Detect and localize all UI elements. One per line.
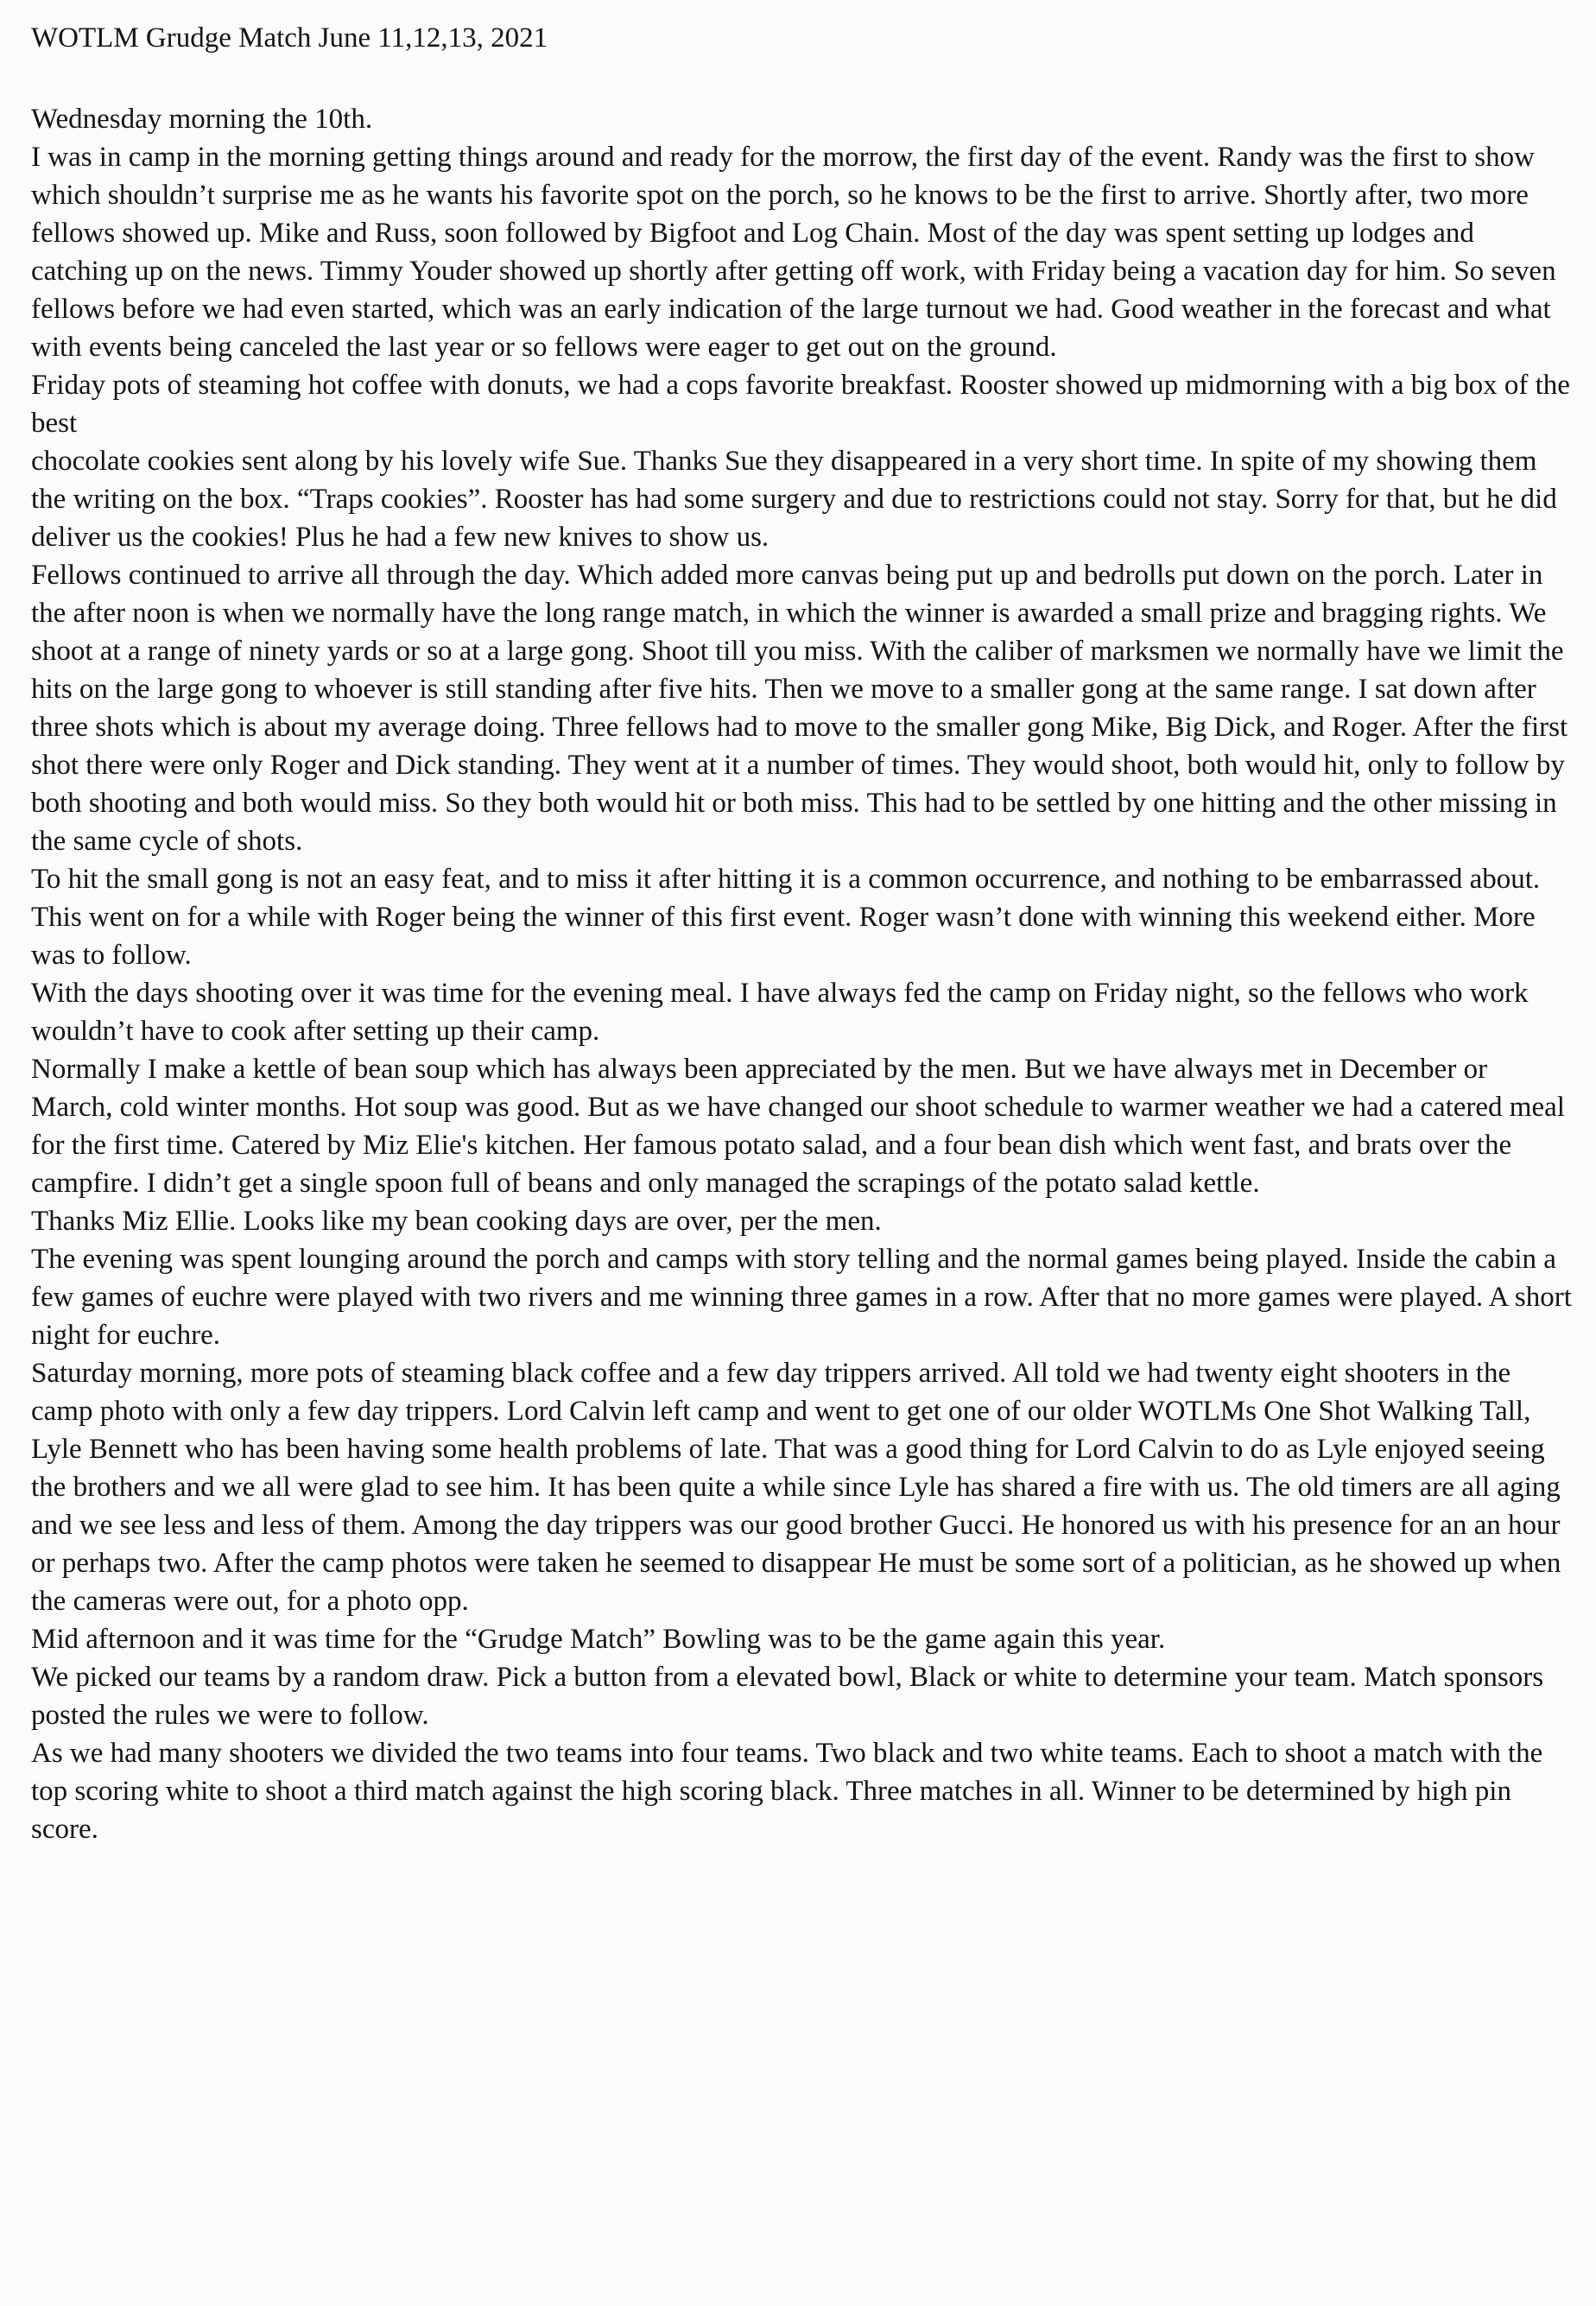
paragraph-evening-meal: With the days shooting over it was time for the evening meal. I have always fed the camp on Friday night, so the fellows who work wouldn’t have to cook after setting up their camp.	[31, 978, 1529, 1047]
paragraph-evening-games: The evening was spent lounging around the porch and camps with story telling and the normal games being played. Inside the cabin a few games of euchre were played with two rivers and me winning three games in a row. After that no more games were played. A short night for euchre.	[31, 1244, 1572, 1351]
paragraph-bean-soup: Normally I make a kettle of bean soup which has always been appreciated by the men. But we have always met in December or March, cold winter months. Hot soup was good. But as we have changed our shoot schedule to warmer weather we had a catered meal for the first time. Catered by Miz Elie's kitchen. Her famous potato salad, and a four bean dish which went fast, and brats over the campfire. I didn’t get a single spoon full of beans and only managed the scrapings of the potato salad kettle.	[31, 1054, 1565, 1199]
paragraph-arrivals: I was in camp in the morning getting things around and ready for the morrow, the first day of the event. Randy was the first to show which shouldn’t surprise me as he wants his favorite spot on the porch, so he knows to be the first to arrive. Shortly after, two more fellows showed up. Mike and Russ, soon followed by Bigfoot and Log Chain. Most of the day was spent setting up lodges and catching up on the news. Timmy Youder showed up shortly after getting off work, with Friday being a vacation day for him. So seven fellows before we had even started, which was an early indication of the large turnout we had. Good weather in the forecast and what with events being canceled the last year or so fellows were eager to get out on the ground.	[31, 142, 1556, 363]
document-body	[31, 100, 1574, 1848]
document-title: WOTLM Grudge Match June 11,12,13, 2021	[31, 22, 548, 54]
paragraph-long-range-match: Fellows continued to arrive all through the day. Which added more canvas being put up and bedrolls put down on the porch. Later in the after noon is when we normally have the long range match, in which the winner is awarded a small prize and bragging rights. We shoot at a range of ninety yards or so at a large gong. Shoot till you miss. With the caliber of marksmen we normally have we limit the hits on the large gong to whoever is still standing after five hits. Then we move to a smaller gong at the same range. I sat down after three shots which is about my average doing. Three fellows had to move to the smaller gong Mike, Big Dick, and Roger. After the first shot there were only Roger and Dick standing. They went at it a number of times. They would shoot, both would hit, only to follow by both shooting and both would miss. So they both would hit or both miss. This had to be settled by one hitting and the other missing in the same cycle of shots.	[31, 560, 1568, 857]
paragraph-saturday: Saturday morning, more pots of steaming black coffee and a few day trippers arrived. All told we had twenty eight shooters in the camp photo with only a few day trippers. Lord Calvin left camp and went to get one of our older WOTLMs One Shot Walking Tall, Lyle Bennett who has been having some health problems of late. That was a good thing for Lord Calvin to do as Lyle enjoyed seeing the brothers and we all were glad to see him. It has been quite a while since Lyle has shared a fire with us. The old timers are all aging and we see less and less of them. Among the day trippers was our good brother Gucci. He honored us with his presence for an an hour or perhaps two. After the camp photos were taken he seemed to disappear He must be some sort of a politician, as he showed up when the cameras were out, for a photo opp.	[31, 1358, 1561, 1617]
paragraph-intro: Wednesday morning the 10th.	[31, 104, 373, 135]
paragraph-team-draw: We picked our teams by a random draw. Pick a button from a elevated bowl, Black or white to determine your team. Match sponsors posted the rules we were to follow.	[31, 1662, 1544, 1731]
paragraph-grudge-match: Mid afternoon and it was time for the “Grudge Match” Bowling was to be the game again this year.	[31, 1624, 1166, 1655]
paragraph-cookies: chocolate cookies sent along by his lovely wife Sue. Thanks Sue they disappeared in a very short time. In spite of my showing them the writing on the box. “Traps cookies”. Rooster has had some surgery and due to restrictions could not stay. Sorry for that, but he did deliver us the cookies! Plus he had a few new knives to show us.	[31, 446, 1557, 553]
paragraph-four-teams: As we had many shooters we divided the two teams into four teams. Two black and two white teams. Each to shoot a match with the top scoring white to shoot a third match against the high scoring black. Three matches in all. Winner to be determined by high pin score.	[31, 1738, 1543, 1845]
paragraph-small-gong: To hit the small gong is not an easy feat, and to miss it after hitting it is a common occurrence, and nothing to be embarrassed about. This went on for a while with Roger being the winner of this first event. Roger wasn’t done with winning this weekend either. More was to follow.	[31, 864, 1541, 971]
paragraph-friday-coffee: Friday pots of steaming hot coffee with donuts, we had a cops favorite breakfast. Rooster showed up midmorning with a big box of the best	[31, 370, 1570, 439]
paragraph-thanks: Thanks Miz Ellie. Looks like my bean cooking days are over, per the men.	[31, 1206, 882, 1237]
